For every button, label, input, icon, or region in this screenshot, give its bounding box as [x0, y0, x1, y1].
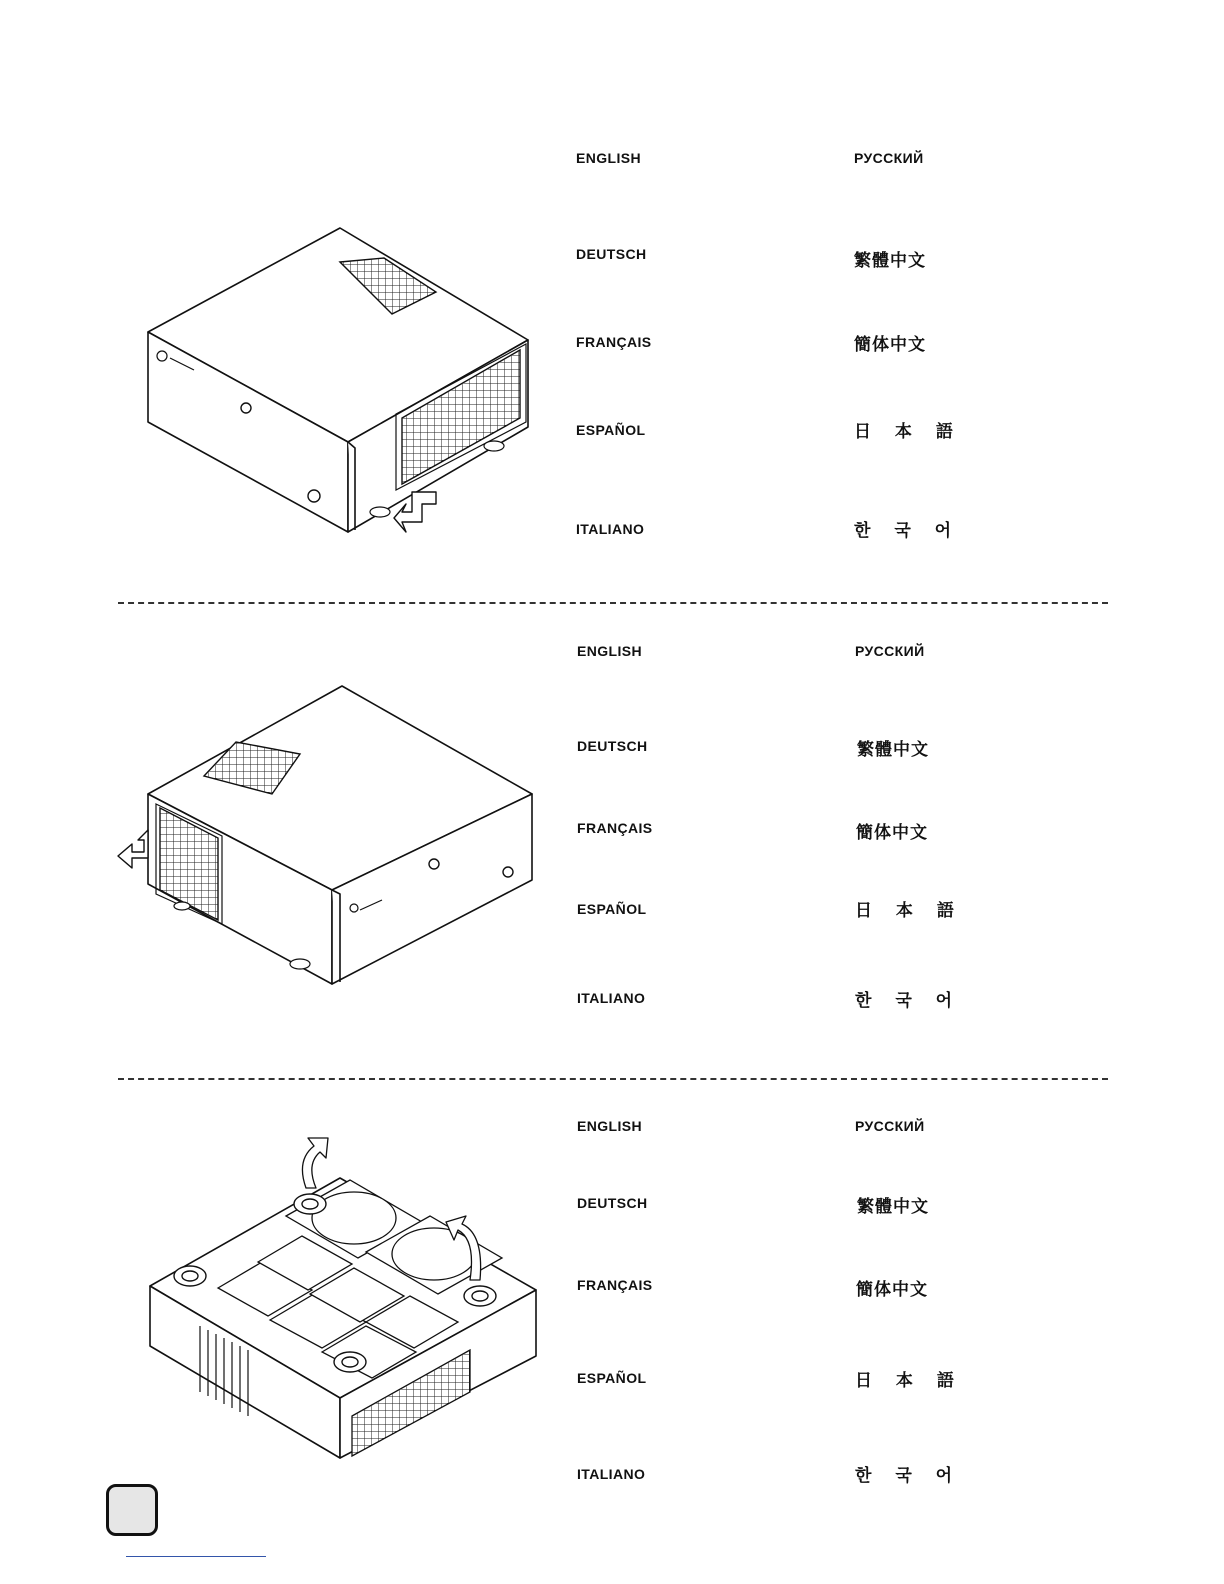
case-illustration-side-panel-removal: [140, 222, 540, 542]
case-illustration-rear-panel-removal: [110, 680, 540, 990]
lang-label-russian: РУССКИЙ: [855, 643, 925, 659]
lang-label-korean: 한 국 어: [855, 1466, 962, 1486]
lang-label-espanol: ESPAÑOL: [577, 1370, 647, 1386]
lang-label-english: ENGLISH: [576, 150, 642, 166]
lang-label-japanese: 日 本 語: [855, 901, 963, 921]
lang-label-italiano: ITALIANO: [577, 1466, 646, 1482]
lang-label-korean: 한 국 어: [854, 521, 961, 541]
lang-label-russian: РУССКИЙ: [855, 1118, 925, 1134]
lang-label-english: ENGLISH: [577, 643, 643, 659]
lang-label-deutsch: DEUTSCH: [577, 1195, 648, 1211]
lang-label-korean: 한 국 어: [855, 991, 962, 1011]
lang-label-espanol: ESPAÑOL: [576, 422, 646, 438]
lang-label-francais: FRANÇAIS: [576, 334, 652, 350]
lang-label-francais: FRANÇAIS: [577, 1277, 653, 1293]
lang-label-simplified-chinese: 簡体中文: [856, 823, 928, 843]
lang-label-italiano: ITALIANO: [577, 990, 646, 1006]
lang-label-japanese: 日 本 語: [855, 1371, 963, 1391]
lang-label-simplified-chinese: 簡体中文: [854, 335, 926, 355]
section-divider: [118, 602, 1108, 604]
lang-label-english: ENGLISH: [577, 1118, 643, 1134]
footer-rule: [126, 1556, 266, 1557]
case-illustration-bottom-feet-removal: [140, 1130, 550, 1460]
lang-label-deutsch: DEUTSCH: [577, 738, 648, 754]
lang-label-francais: FRANÇAIS: [577, 820, 653, 836]
section-divider: [118, 1078, 1108, 1080]
lang-label-espanol: ESPAÑOL: [577, 901, 647, 917]
lang-label-traditional-chinese: 繁體中文: [854, 251, 926, 271]
lang-label-traditional-chinese: 繁體中文: [857, 1197, 929, 1217]
lang-label-italiano: ITALIANO: [576, 521, 645, 537]
lang-label-deutsch: DEUTSCH: [576, 246, 647, 262]
lang-label-japanese: 日 本 語: [854, 422, 962, 442]
lang-label-traditional-chinese: 繁體中文: [857, 740, 929, 760]
lang-label-russian: РУССКИЙ: [854, 150, 924, 166]
page-number-badge: [106, 1484, 158, 1536]
lang-label-simplified-chinese: 簡体中文: [856, 1280, 928, 1300]
